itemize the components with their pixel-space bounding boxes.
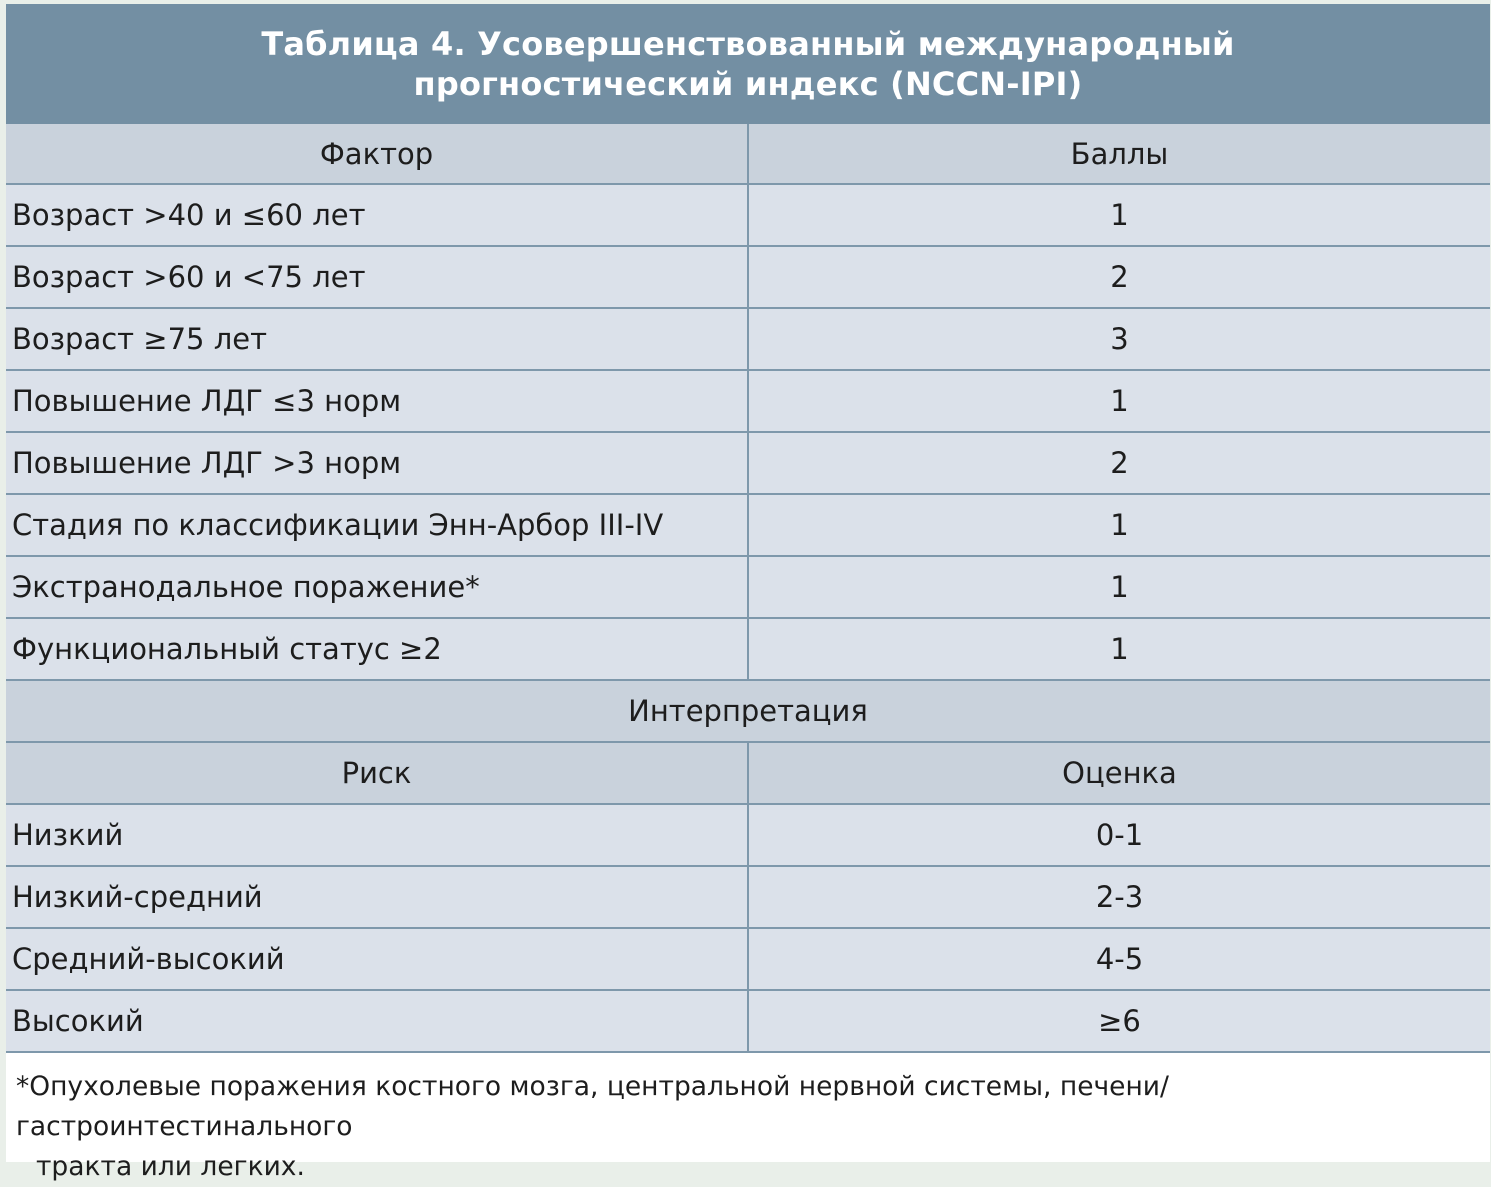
table-title bbox=[6, 4, 1490, 124]
table-row bbox=[6, 246, 1490, 308]
footnote-line-1: *Опухолевые поражения костного мозга, центральной нервной системы, печени/гастроинтестинального bbox=[16, 1071, 1169, 1142]
factor-cell: Стадия по классификации Энн-Арбор III-IV bbox=[6, 494, 748, 556]
points-cell: 1 bbox=[748, 556, 1490, 618]
table-row bbox=[6, 866, 1490, 928]
risk-column-header: Риск bbox=[6, 742, 748, 804]
table-title-line-1: Таблица 4. Усовершенствованный международный bbox=[261, 25, 1235, 63]
risk-cell: Высокий bbox=[6, 990, 748, 1052]
points-cell: 2 bbox=[748, 432, 1490, 494]
footnote-line-2: тракта или легких. bbox=[36, 1151, 305, 1182]
nccn-ipi-table bbox=[6, 124, 1490, 1053]
risk-cell: Низкий bbox=[6, 804, 748, 866]
factor-cell: Повышение ЛДГ >3 норм bbox=[6, 432, 748, 494]
table-row bbox=[6, 618, 1490, 680]
factor-cell: Функциональный статус ≥2 bbox=[6, 618, 748, 680]
table-title-line-2: прогностический индекс (NCCN-IPI) bbox=[413, 65, 1083, 103]
interpretation-header: Интерпретация bbox=[6, 680, 1490, 742]
score-cell: 0-1 bbox=[748, 804, 1490, 866]
risk-cell: Средний-высокий bbox=[6, 928, 748, 990]
factors-header-row bbox=[6, 124, 1490, 184]
factor-cell: Возраст ≥75 лет bbox=[6, 308, 748, 370]
points-cell: 1 bbox=[748, 618, 1490, 680]
table-card bbox=[6, 4, 1490, 1182]
points-cell: 1 bbox=[748, 494, 1490, 556]
factor-cell: Экстранодальное поражение* bbox=[6, 556, 748, 618]
factor-cell: Возраст >60 и <75 лет bbox=[6, 246, 748, 308]
factor-cell: Возраст >40 и ≤60 лет bbox=[6, 184, 748, 246]
table-row bbox=[6, 308, 1490, 370]
table-row bbox=[6, 990, 1490, 1052]
risk-cell: Низкий-средний bbox=[6, 866, 748, 928]
points-cell: 3 bbox=[748, 308, 1490, 370]
points-cell: 1 bbox=[748, 184, 1490, 246]
points-cell: 1 bbox=[748, 370, 1490, 432]
factor-cell: Повышение ЛДГ ≤3 норм bbox=[6, 370, 748, 432]
interpretation-header-row bbox=[6, 680, 1490, 742]
table-row bbox=[6, 494, 1490, 556]
factor-column-header: Фактор bbox=[6, 124, 748, 184]
score-cell: ≥6 bbox=[748, 990, 1490, 1052]
points-cell: 2 bbox=[748, 246, 1490, 308]
score-cell: 2-3 bbox=[748, 866, 1490, 928]
table-row bbox=[6, 556, 1490, 618]
table-row bbox=[6, 370, 1490, 432]
footnote bbox=[6, 1053, 1490, 1187]
table-row bbox=[6, 184, 1490, 246]
score-column-header: Оценка bbox=[748, 742, 1490, 804]
table-row bbox=[6, 804, 1490, 866]
table-row bbox=[6, 432, 1490, 494]
score-cell: 4-5 bbox=[748, 928, 1490, 990]
risk-header-row bbox=[6, 742, 1490, 804]
points-column-header: Баллы bbox=[748, 124, 1490, 184]
table-row bbox=[6, 928, 1490, 990]
